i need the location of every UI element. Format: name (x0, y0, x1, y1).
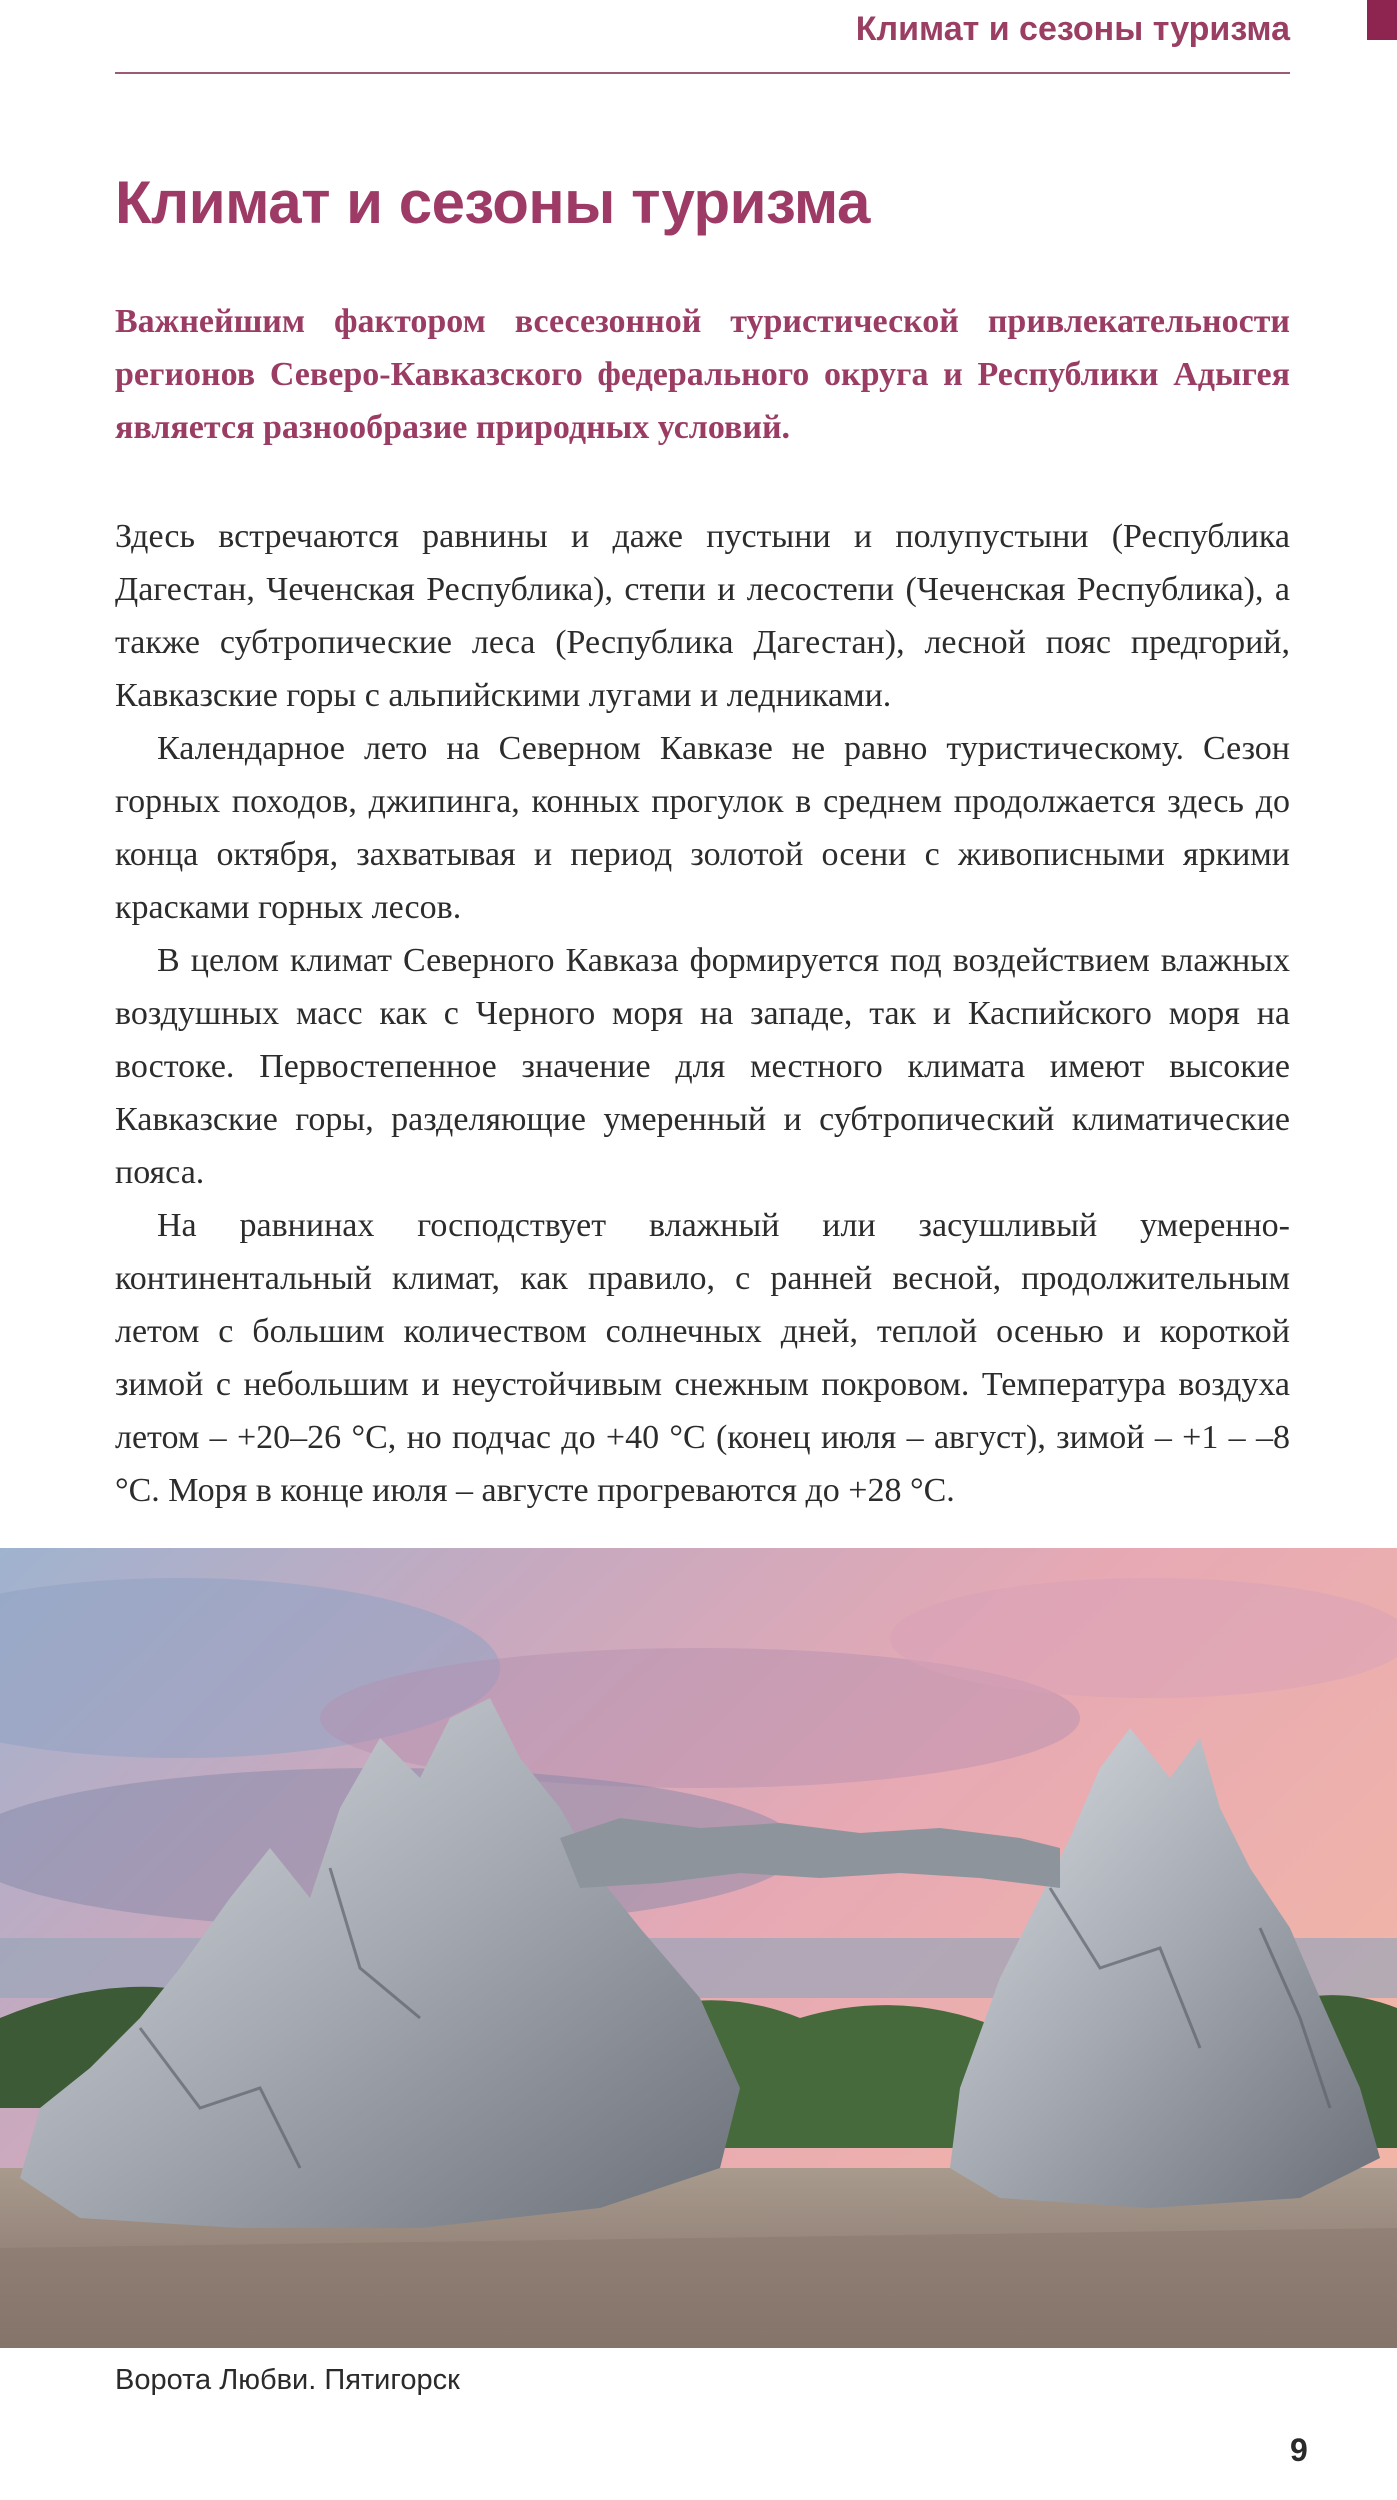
running-head-title: Климат и сезоны туризма (855, 10, 1290, 48)
page-title: Климат и сезоны туризма (115, 169, 870, 236)
section-tab-marker (1367, 0, 1397, 40)
body-text (115, 510, 1290, 1517)
page-number: 9 (1290, 2432, 1308, 2468)
paragraph-landscapes: Здесь встречаются равнины и даже пустыни и полупустыни (Республика Дагестан, Чеченская Республика), степи и лесостепи (Чеченская Республика), а также субтропические леса (Республика Дагестан), лесной пояс предгорий, Кавказские горы с альпийскими лугами и ледниками. (115, 518, 1290, 714)
paragraph-season: Календарное лето на Северном Кавказе не равно туристическому. Сезон горных походов, джипинга, конных прогулок в среднем продолжается здесь до конца октября, захватывая и период золотой осени с живописными яркими красками горных лесов. (115, 730, 1290, 926)
lead-paragraph: Важнейшим фактором всесезонной туристической привлекательности регионов Северо-Кавказского федерального округа и Республики Адыгея является разнообразие природных условий. (115, 303, 1290, 446)
paragraph-plains-climate: На равнинах господствует влажный или засушливый умеренно-континентальный климат, как правило, с ранней весной, продолжительным летом с большим количеством солнечных дней, теплой осенью и короткой зимой с небольшим и неустойчивым снежным покровом. Температура воздуха летом – +20–26 °С, но подчас до +40 °С (конец июля – август), зимой – +1 – –8 °С. Моря в конце июля – августе прогреваются до +28 °С. (115, 1207, 1290, 1509)
photo-caption: Ворота Любви. Пятигорск (115, 2364, 460, 2396)
paragraph-climate-formation: В целом климат Северного Кавказа формируется под воздействием влажных воздушных масс как с Черного моря на западе, так и Каспийского моря на востоке. Первостепенное значение для местного климата имеют высокие Кавказские горы, разделяющие умеренный и субтропический климатические пояса. (115, 942, 1290, 1191)
photo-gates-of-love (0, 1548, 1397, 2348)
running-head (115, 0, 1290, 74)
